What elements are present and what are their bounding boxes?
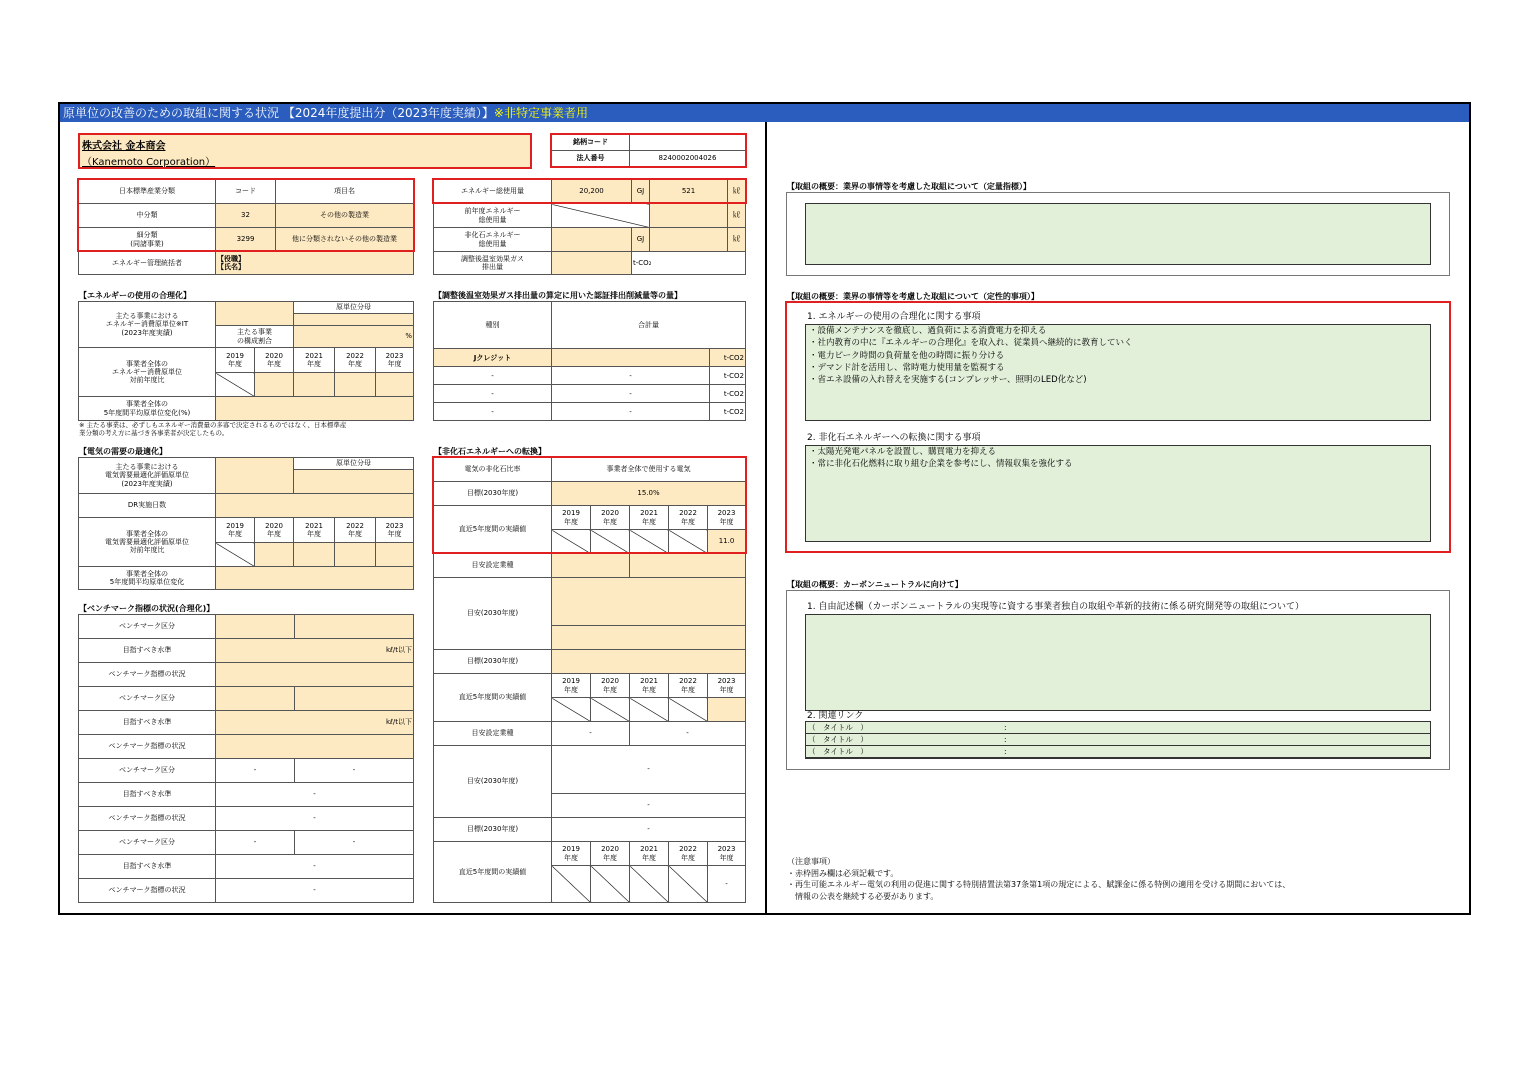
benchmark-value[interactable] <box>216 663 414 687</box>
credit-total[interactable] <box>552 349 710 367</box>
benchmark-class-a[interactable]: - <box>216 759 295 783</box>
link-title: （ タイトル ） <box>808 723 868 732</box>
company-name-en: （Kanemoto Corporation） <box>82 157 216 168</box>
nonfossil-target3-label: 目標(2030年度) <box>434 818 552 842</box>
mid-category-name[interactable]: その他の製造業 <box>276 204 414 228</box>
credit-row <box>434 403 746 421</box>
e-year-2020: 2020 年度 <box>255 518 294 543</box>
overall-2021[interactable] <box>294 373 335 397</box>
benchmark-row <box>79 639 414 663</box>
benchmark-value[interactable] <box>216 735 414 759</box>
link-row[interactable] <box>806 734 1430 746</box>
page-title: 原単位の改善のための取組に関する状況 【2024年度提出分（2023年度実績）】※非特定事業者用 <box>60 104 1469 122</box>
nf-2019-na <box>552 530 591 554</box>
company-box <box>78 133 532 169</box>
e-year-2023: 2023 年度 <box>376 518 414 543</box>
benchmark-row-label: ベンチマーク指標の状況 <box>79 807 216 831</box>
link-title: （ タイトル ） <box>808 735 868 744</box>
notes <box>787 856 1290 902</box>
nonfossil-recent3-label: 直近5年度間の実績値 <box>434 842 552 903</box>
quant-input[interactable] <box>805 203 1431 265</box>
qual-section-title: 【取組の概要：業界の事情等を考慮した取組について（定性的事項）】 <box>787 292 1039 301</box>
e-year-2022: 2022 年度 <box>335 518 376 543</box>
prev-energy-label: 前年度エネルギー 総使用量 <box>434 204 552 228</box>
benchmark-class-b[interactable]: - <box>295 831 414 855</box>
free-heading: 1. 自由記述欄（カーボンニュートラルの実現等に資する事業者独自の取組や革新的技術に係る研究開発等の取組について） <box>807 602 1305 612</box>
note-line: ・赤枠囲み欄は必須記載です。 <box>787 868 899 878</box>
main-intensity-label: 主たる事業における エネルギー消費原単位※IT (2023年度実績) <box>79 302 216 348</box>
nonfossil-energy-gj[interactable] <box>552 228 632 252</box>
e-overall-2020[interactable] <box>255 543 294 567</box>
nonfossil-target-label: 目標(2030年度) <box>434 482 552 506</box>
credit-type[interactable]: Jクレジット <box>434 349 552 367</box>
nf3-2019-na <box>552 866 591 903</box>
e-overall-2023[interactable] <box>376 543 414 567</box>
manager-name[interactable]: 【氏名】 <box>217 263 245 271</box>
nf3-year-2022: 2022 年度 <box>669 842 708 866</box>
benchmark-row <box>79 879 414 903</box>
nonfossil-recent-label: 直近5年度間の実績値 <box>434 506 552 554</box>
nonfossil-guide-label: 目安(2030年度) <box>434 578 552 650</box>
link-row[interactable] <box>806 722 1430 734</box>
avg-change-value[interactable] <box>216 397 414 421</box>
credit-total[interactable]: - <box>552 385 710 403</box>
electric-denominator-header: 原単位分母 <box>294 458 414 470</box>
measure-item: ・常に非化石化燃料に取り組む企業を参考にし、情報収集を強化する <box>809 459 1073 470</box>
nf-setting-a[interactable] <box>552 554 630 578</box>
note-line: 情報の公表を継続する必要があります。 <box>787 891 939 901</box>
benchmark-row <box>79 759 414 783</box>
denominator-header: 原単位分母 <box>294 302 414 314</box>
benchmark-row <box>79 735 414 759</box>
benchmark-row <box>79 663 414 687</box>
total-energy-label: エネルギー総使用量 <box>434 180 552 204</box>
dr-days-value[interactable] <box>216 494 414 518</box>
nf2-year-2019: 2019 年度 <box>552 674 591 698</box>
gj-unit-2: GJ <box>632 228 650 252</box>
credit-total[interactable]: - <box>552 403 710 421</box>
nf-year-2019: 2019 年度 <box>552 506 591 530</box>
dr-days-label: DR実施日数 <box>79 494 216 518</box>
nf2-2021-na <box>630 698 669 722</box>
nf3-2022-na <box>669 866 708 903</box>
note-line: （注意事項） <box>787 857 835 866</box>
nonfossil-guide2-label: 目安(2030年度) <box>434 746 552 818</box>
e-overall-2019-na <box>216 543 255 567</box>
credit-row <box>434 385 746 403</box>
ratio-percent[interactable]: % <box>294 326 414 348</box>
nf-2022-na <box>669 530 708 554</box>
credits-section-title: 【調整後温室効果ガス排出量の算定に用いた認証排出削減量等の量】 <box>434 291 682 300</box>
e-overall-2022[interactable] <box>335 543 376 567</box>
rational-heading: 1. エネルギーの使用の合理化に関する事項 <box>807 312 981 322</box>
link-separator: : <box>1004 735 1007 744</box>
links-box <box>805 721 1431 759</box>
e-year-2019: 2019 年度 <box>216 518 255 543</box>
electric-avg-label: 事業者全体の 5年度間平均原単位変化 <box>79 567 216 590</box>
quant-section-title: 【取組の概要：業界の事情等を考慮した取組について（定量指標）】 <box>787 182 1031 191</box>
benchmark-class-a[interactable]: - <box>216 831 295 855</box>
benchmark-class-a[interactable] <box>216 687 295 711</box>
benchmark-section-title: 【ベンチマーク指標の状況(合理化)】 <box>79 604 215 613</box>
nf-guide-a[interactable] <box>552 578 746 626</box>
prev-energy-na <box>552 204 650 228</box>
nf-target3-value: - <box>552 818 746 842</box>
nf-year-2022: 2022 年度 <box>669 506 708 530</box>
nonfossil-section-title: 【非化石エネルギーへの転換】 <box>434 447 546 456</box>
measure-item: ・設備メンテナンスを徹底し、過負荷による消費電力を抑える <box>809 326 1047 336</box>
credit-total[interactable]: - <box>552 367 710 385</box>
electric-table <box>78 457 414 590</box>
nf2-year-2022: 2022 年度 <box>669 674 708 698</box>
nf3-2023-value: - <box>708 866 746 903</box>
industry-name-header: 項目名 <box>276 180 414 204</box>
benchmark-row-label: ベンチマーク区分 <box>79 687 216 711</box>
nonfossil-ratio-label: 電気の非化石比率 <box>434 458 552 482</box>
column-divider <box>765 122 767 915</box>
industry-table <box>78 179 414 275</box>
benchmark-row <box>79 615 414 639</box>
benchmark-class-b[interactable]: - <box>295 759 414 783</box>
kl-unit: ㎘ <box>728 180 746 204</box>
title-note: ※非特定事業者用 <box>493 106 588 120</box>
nf3-2021-na <box>630 866 669 903</box>
codes-table <box>551 134 746 167</box>
year-2021: 2021 年度 <box>294 348 335 373</box>
prev-energy-kl[interactable] <box>650 204 728 228</box>
link-separator: : <box>1004 747 1007 756</box>
sub-category-code[interactable]: 3299 <box>216 228 276 252</box>
credit-unit: t-CO2 <box>710 403 746 421</box>
measure-item: ・社内教育の中に『エネルギーの合理化』を取入れ、従業員へ継続的に教育していく <box>809 338 1133 349</box>
energy-summary-table <box>433 179 746 275</box>
sub-category-label: 細分類 (同諸事業) <box>79 228 216 252</box>
year-2020: 2020 年度 <box>255 348 294 373</box>
nonfossil-scope: 事業者全体で使用する電気 <box>552 458 746 482</box>
credits-table <box>433 301 746 421</box>
nf3-year-2019: 2019 年度 <box>552 842 591 866</box>
nf3-year-2021: 2021 年度 <box>630 842 669 866</box>
benchmark-row <box>79 687 414 711</box>
nf-target2-value[interactable] <box>552 650 746 674</box>
nonfossil-target-value[interactable]: 15.0% <box>552 482 746 506</box>
credit-row <box>434 349 746 367</box>
benchmark-row-label: ベンチマーク指標の状況 <box>79 735 216 759</box>
e-year-2021: 2021 年度 <box>294 518 335 543</box>
benchmark-row-label: ベンチマーク区分 <box>79 759 216 783</box>
nf3-2020-na <box>591 866 630 903</box>
benchmark-row-label: 目指すべき水準 <box>79 711 216 735</box>
benchmark-row <box>79 783 414 807</box>
measure-item: ・デマンド計を活用し、常時電力使用量を監視する <box>809 362 1005 373</box>
overall-2019-na <box>216 373 255 397</box>
electric-denominator-value[interactable] <box>294 470 414 494</box>
sub-category-name[interactable]: 他に分類されないその他の製造業 <box>276 228 414 252</box>
main-intensity-value[interactable] <box>216 302 294 326</box>
overall-2020[interactable] <box>255 373 294 397</box>
credit-unit: t-CO2 <box>710 385 746 403</box>
benchmark-table <box>78 614 414 903</box>
credit-type-header: 種別 <box>434 302 552 349</box>
credit-unit: t-CO2 <box>710 349 746 367</box>
electric-main-label: 主たる事業における 電気需要最適化評価原単位 (2023年度実績) <box>79 458 216 494</box>
nonfossil-energy-label: 非化石エネルギー 総使用量 <box>434 228 552 252</box>
link-title: （ タイトル ） <box>808 747 868 756</box>
nf3-year-2020: 2020 年度 <box>591 842 630 866</box>
benchmark-value[interactable]: kℓ/t以下 <box>216 711 414 735</box>
nonfossil-heading: 2. 非化石エネルギーへの転換に関する事項 <box>807 433 981 443</box>
benchmark-row-label: ベンチマーク指標の状況 <box>79 879 216 903</box>
benchmark-row-label: ベンチマーク指標の状況 <box>79 663 216 687</box>
credit-row <box>434 367 746 385</box>
measure-item: ・太陽光発電パネルを設置し、購買電力を抑える <box>809 447 997 457</box>
nf-2021-na <box>630 530 669 554</box>
energy-manager-label: エネルギー管理統括者 <box>79 252 216 275</box>
measure-item: ・電力ピーク時間の負荷量を他の時間に振り分ける <box>809 350 1005 361</box>
electric-avg-value[interactable] <box>216 567 414 590</box>
benchmark-class-a[interactable] <box>216 615 295 639</box>
nonfossil-table <box>433 457 746 903</box>
nf-year-2021: 2021 年度 <box>630 506 669 530</box>
avg-change-label: 事業者全体の 5年度間平均原単位変化(%) <box>79 397 216 421</box>
year-2022: 2022 年度 <box>335 348 376 373</box>
nonfossil-target2-label: 目標(2030年度) <box>434 650 552 674</box>
nf2-2020-na <box>591 698 630 722</box>
kl-unit-2: ㎘ <box>728 204 746 228</box>
benchmark-row <box>79 711 414 735</box>
nf-setting2-b: - <box>630 722 746 746</box>
nf-setting2-a: - <box>552 722 630 746</box>
link-heading: 2. 関連リンク <box>807 711 864 721</box>
rational-measures-input[interactable] <box>805 324 1431 421</box>
benchmark-row <box>79 831 414 855</box>
co2-unit: t-CO₂ <box>632 252 746 275</box>
industry-label: 日本標準産業分類 <box>79 180 216 204</box>
e-overall-2021[interactable] <box>294 543 335 567</box>
nf-year-2023: 2023 年度 <box>708 506 746 530</box>
stock-code-label: 銘柄コード <box>552 135 630 151</box>
benchmark-value[interactable]: - <box>216 855 414 879</box>
benchmark-class-b[interactable] <box>295 615 414 639</box>
ghg-value[interactable] <box>552 252 632 275</box>
benchmark-row-label: ベンチマーク区分 <box>79 615 216 639</box>
nf-2020-na <box>591 530 630 554</box>
nf-guide-b[interactable] <box>552 626 746 650</box>
total-energy-kl[interactable]: 521 <box>650 180 728 204</box>
denominator-value[interactable] <box>294 314 414 326</box>
electric-main-value[interactable] <box>216 458 294 494</box>
nf-guide2-a: - <box>552 746 746 794</box>
nonfossil-energy-kl[interactable] <box>650 228 728 252</box>
benchmark-value[interactable]: - <box>216 783 414 807</box>
benchmark-value[interactable]: - <box>216 879 414 903</box>
credit-unit: t-CO2 <box>710 367 746 385</box>
measure-item: ・省エネ設備の入れ替えを実施する(コンプレッサー、照明のLED化など) <box>809 375 1087 386</box>
nonfossil-recent2-label: 直近5年度間の実績値 <box>434 674 552 722</box>
nf3-year-2023: 2023 年度 <box>708 842 746 866</box>
benchmark-row-label: 目指すべき水準 <box>79 783 216 807</box>
ratio-label: 主たる事業 の構成割合 <box>216 326 294 348</box>
benchmark-row-label: 目指すべき水準 <box>79 855 216 879</box>
nf2-year-2020: 2020 年度 <box>591 674 630 698</box>
corp-number-value[interactable]: 8240002004026 <box>630 151 746 167</box>
gj-unit: GJ <box>632 180 650 204</box>
mid-category-code[interactable]: 32 <box>216 204 276 228</box>
nf2-year-2021: 2021 年度 <box>630 674 669 698</box>
ghg-label: 調整後温室効果ガス 排出量 <box>434 252 552 275</box>
overall-2023[interactable] <box>376 373 414 397</box>
credit-type[interactable]: - <box>434 385 552 403</box>
electric-section-title: 【電気の需要の最適化】 <box>79 447 167 456</box>
rational-table <box>78 301 414 421</box>
credit-type[interactable]: - <box>434 403 552 421</box>
stock-code-value[interactable] <box>630 135 746 151</box>
benchmark-value[interactable]: kℓ/t以下 <box>216 639 414 663</box>
year-2023: 2023 年度 <box>376 348 414 373</box>
carbon-section-title: 【取組の概要：カーボンニュートラルに向けて】 <box>787 580 963 589</box>
nf2-2019-na <box>552 698 591 722</box>
electric-overall-label: 事業者全体の 電気需要最適化評価原単位 対前年度比 <box>79 518 216 567</box>
corp-number-label: 法人番号 <box>552 151 630 167</box>
benchmark-row-label: 目指すべき水準 <box>79 639 216 663</box>
credit-total-header: 合計量 <box>552 302 746 349</box>
year-2019: 2019 年度 <box>216 348 255 373</box>
overall-2022[interactable] <box>335 373 376 397</box>
benchmark-row <box>79 855 414 879</box>
overall-intensity-label: 事業者全体の エネルギー消費原単位 対前年度比 <box>79 348 216 397</box>
link-row[interactable] <box>806 746 1430 758</box>
nonfossil-measures-input[interactable] <box>805 445 1431 542</box>
nf-guide2-b: - <box>552 794 746 818</box>
nf2-year-2023: 2023 年度 <box>708 674 746 698</box>
nf-2023-value[interactable]: 11.0 <box>708 530 746 554</box>
nf-setting-b[interactable] <box>630 554 746 578</box>
benchmark-value[interactable]: - <box>216 807 414 831</box>
rational-note: ※ 主たる事業は、必ずしもエネルギー消費量の多寡で決定されるものではなく、日本標準産 業分類の考え方に基づき各事業者が決定したもの。 <box>79 421 347 438</box>
nonfossil-setting-label: 目安設定業種 <box>434 554 552 578</box>
total-energy-gj[interactable]: 20,200 <box>552 180 632 204</box>
free-description-input[interactable] <box>805 614 1431 711</box>
nf2-2022-na <box>669 698 708 722</box>
benchmark-row <box>79 807 414 831</box>
benchmark-row-label: ベンチマーク区分 <box>79 831 216 855</box>
rational-section-title: 【エネルギーの使用の合理化】 <box>79 291 191 300</box>
credit-type[interactable]: - <box>434 367 552 385</box>
benchmark-class-b[interactable] <box>295 687 414 711</box>
kl-unit-3: ㎘ <box>728 228 746 252</box>
mid-category-label: 中分類 <box>79 204 216 228</box>
manager-role[interactable]: 【役職】 <box>217 254 245 263</box>
note-line: ・再生可能エネルギー電気の利用の促進に関する特別措置法第37条第1項の規定による、賦課金に係る特例の適用を受ける期間においては、 <box>787 880 1291 889</box>
nf2-2023-value[interactable] <box>708 698 746 722</box>
nf-year-2020: 2020 年度 <box>591 506 630 530</box>
link-separator: : <box>1004 723 1007 732</box>
industry-code-header: コード <box>216 180 276 204</box>
company-name: 株式会社 金本商会 <box>82 141 166 152</box>
nonfossil-setting2-label: 目安設定業種 <box>434 722 552 746</box>
